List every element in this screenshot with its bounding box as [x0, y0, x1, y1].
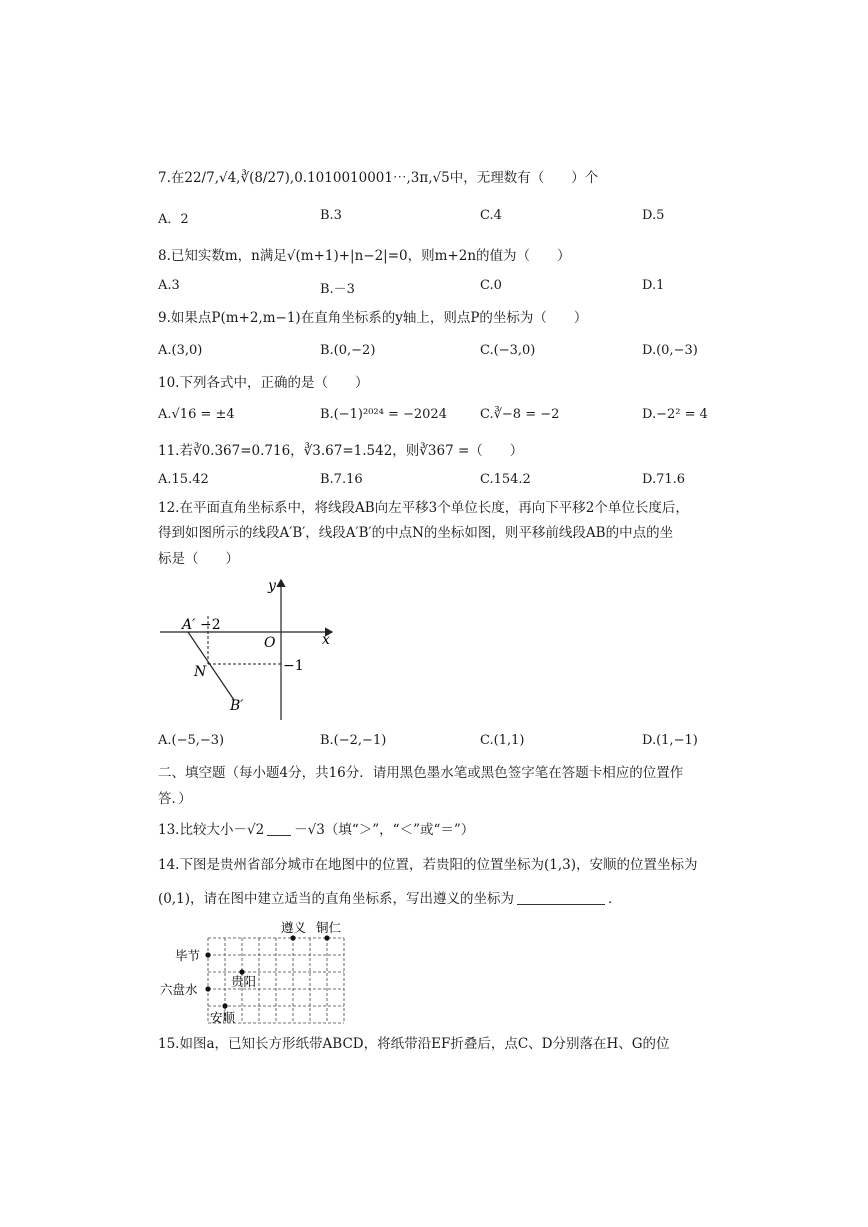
q11-option-d[interactable]: D.71.6 [642, 472, 686, 487]
tongren-dot [324, 935, 329, 940]
q10-options [158, 407, 718, 429]
q10-option-a[interactable]: A.√16 = ±4 [158, 407, 235, 422]
question-7: 7.在22/7,√4,∛(8/27),0.1010010001⋯,3π,√5中，无理数有（ ）个 [158, 170, 599, 186]
q11-option-b[interactable]: B.7.16 [320, 472, 363, 487]
q7-option-d[interactable]: D.5 [642, 208, 665, 223]
q14-city-map [155, 915, 355, 1030]
q12-options [158, 733, 718, 755]
q8-option-c[interactable]: C.0 [480, 278, 502, 293]
question-12-line-1: 12.在平面直角坐标系中，将线段AB向左平移3个单位长度，再向下平移2个单位长度后， [158, 500, 689, 516]
q13-answer-blank[interactable] [267, 821, 291, 836]
q7-option-b[interactable]: B.3 [320, 208, 342, 223]
question-10: 10.下列各式中，正确的是（ ） [158, 375, 369, 391]
question-11: 11.若∛0.367=0.716，∛3.67=1.542，则∛367 =（ ） [158, 443, 524, 459]
q12-option-d[interactable]: D.(1,−1) [642, 733, 698, 748]
q7-option-a[interactable]: A．2 [158, 212, 189, 227]
x-axis-label: x [322, 632, 330, 648]
q14-answer-blank[interactable] [517, 890, 605, 905]
q8-option-a[interactable]: A.3 [158, 278, 180, 293]
q9-option-c[interactable]: C.(−3,0) [480, 343, 536, 358]
q9-option-a[interactable]: A.(3,0) [158, 343, 203, 358]
question-15: 15.如图a，已知长方形纸带ABCD，将纸带沿EF折叠后，点C、D分别落在H、G的位 [158, 1036, 670, 1052]
zunyi-label: 遵义 [281, 920, 307, 935]
y-axis-label: y [268, 578, 276, 594]
guiyang-label: 贵阳 [231, 974, 257, 989]
q13-text-before: 13.比较大小－√2 [158, 822, 265, 838]
origin-label: O [264, 635, 276, 651]
point-n-label: N [194, 664, 207, 680]
x-tick-label: −2 [200, 617, 221, 633]
section-2-heading-line-1: 二、填空题（每小题4分，共16分．请用黑色墨水笔或黑色签字笔在答题卡相应的位置作 [158, 765, 684, 781]
anshun-dot [222, 1003, 227, 1008]
q9-option-d[interactable]: D.(0,−3) [642, 343, 698, 358]
q7-option-c[interactable]: C.4 [480, 208, 502, 223]
point-a-prime-label: A′ [182, 617, 196, 633]
q9-option-b[interactable]: B.(0,−2) [320, 343, 376, 358]
section-2-heading-line-2: 答．） [158, 791, 192, 807]
question-12-line-3: 标是（ ） [158, 551, 239, 567]
q8-options [158, 278, 718, 300]
q12-option-a[interactable]: A.(−5,−3) [158, 733, 225, 748]
anshun-label: 安顺 [210, 1010, 236, 1025]
q13-text-after: －√3（填“＞”，“＜”或“＝”） [294, 822, 475, 838]
q11-options [158, 472, 718, 494]
liupanshui-dot [205, 986, 210, 991]
point-b-prime-label: B′ [230, 698, 244, 714]
q10-option-d[interactable]: D.−2² = 4 [642, 407, 708, 422]
bijie-dot [205, 952, 210, 957]
liupanshui-label: 六盘水 [160, 982, 198, 997]
q12-option-c[interactable]: C.(1,1) [480, 733, 525, 748]
question-8: 8.已知实数m，n满足√(m+1)+|n−2|=0，则m+2n的值为（ ） [158, 248, 571, 264]
zunyi-dot [290, 935, 295, 940]
q10-option-c[interactable]: C.∛−8 = −2 [480, 407, 560, 422]
question-9: 9.如果点P(m+2,m−1)在直角坐标系的y轴上，则点P的坐标为（ ） [158, 310, 588, 326]
q10-option-b[interactable]: B.(−1)²⁰²⁴ = −2024 [320, 407, 447, 422]
q14-text-after: ． [608, 891, 622, 907]
question-14-line-1: 14.下图是贵州省部分城市在地图中的位置，若贵阳的位置坐标为(1,3)，安顺的位置坐标为 [158, 857, 698, 873]
y-tick-label: −1 [283, 658, 304, 674]
bijie-label: 毕节 [175, 948, 201, 963]
q11-option-c[interactable]: C.154.2 [480, 472, 531, 487]
q14-text-before: (0,1)，请在图中建立适当的直角坐标系，写出遵义的坐标为 [158, 891, 515, 907]
q12-option-b[interactable]: B.(−2,−1) [320, 733, 387, 748]
tongren-label: 铜仁 [316, 920, 342, 935]
question-13 [158, 820, 474, 840]
q12-coordinate-figure [150, 572, 350, 724]
q8-option-d[interactable]: D.1 [642, 278, 665, 293]
q7-options [158, 208, 718, 230]
question-14-line-2 [158, 889, 622, 909]
question-12-line-2: 得到如图所示的线段A′B′，线段A′B′的中点N的坐标如图，则平移前线段AB的中点的坐 [158, 525, 674, 541]
q9-options [158, 343, 718, 365]
q8-option-b[interactable]: B.－3 [320, 282, 355, 297]
q11-option-a[interactable]: A.15.42 [158, 472, 209, 487]
